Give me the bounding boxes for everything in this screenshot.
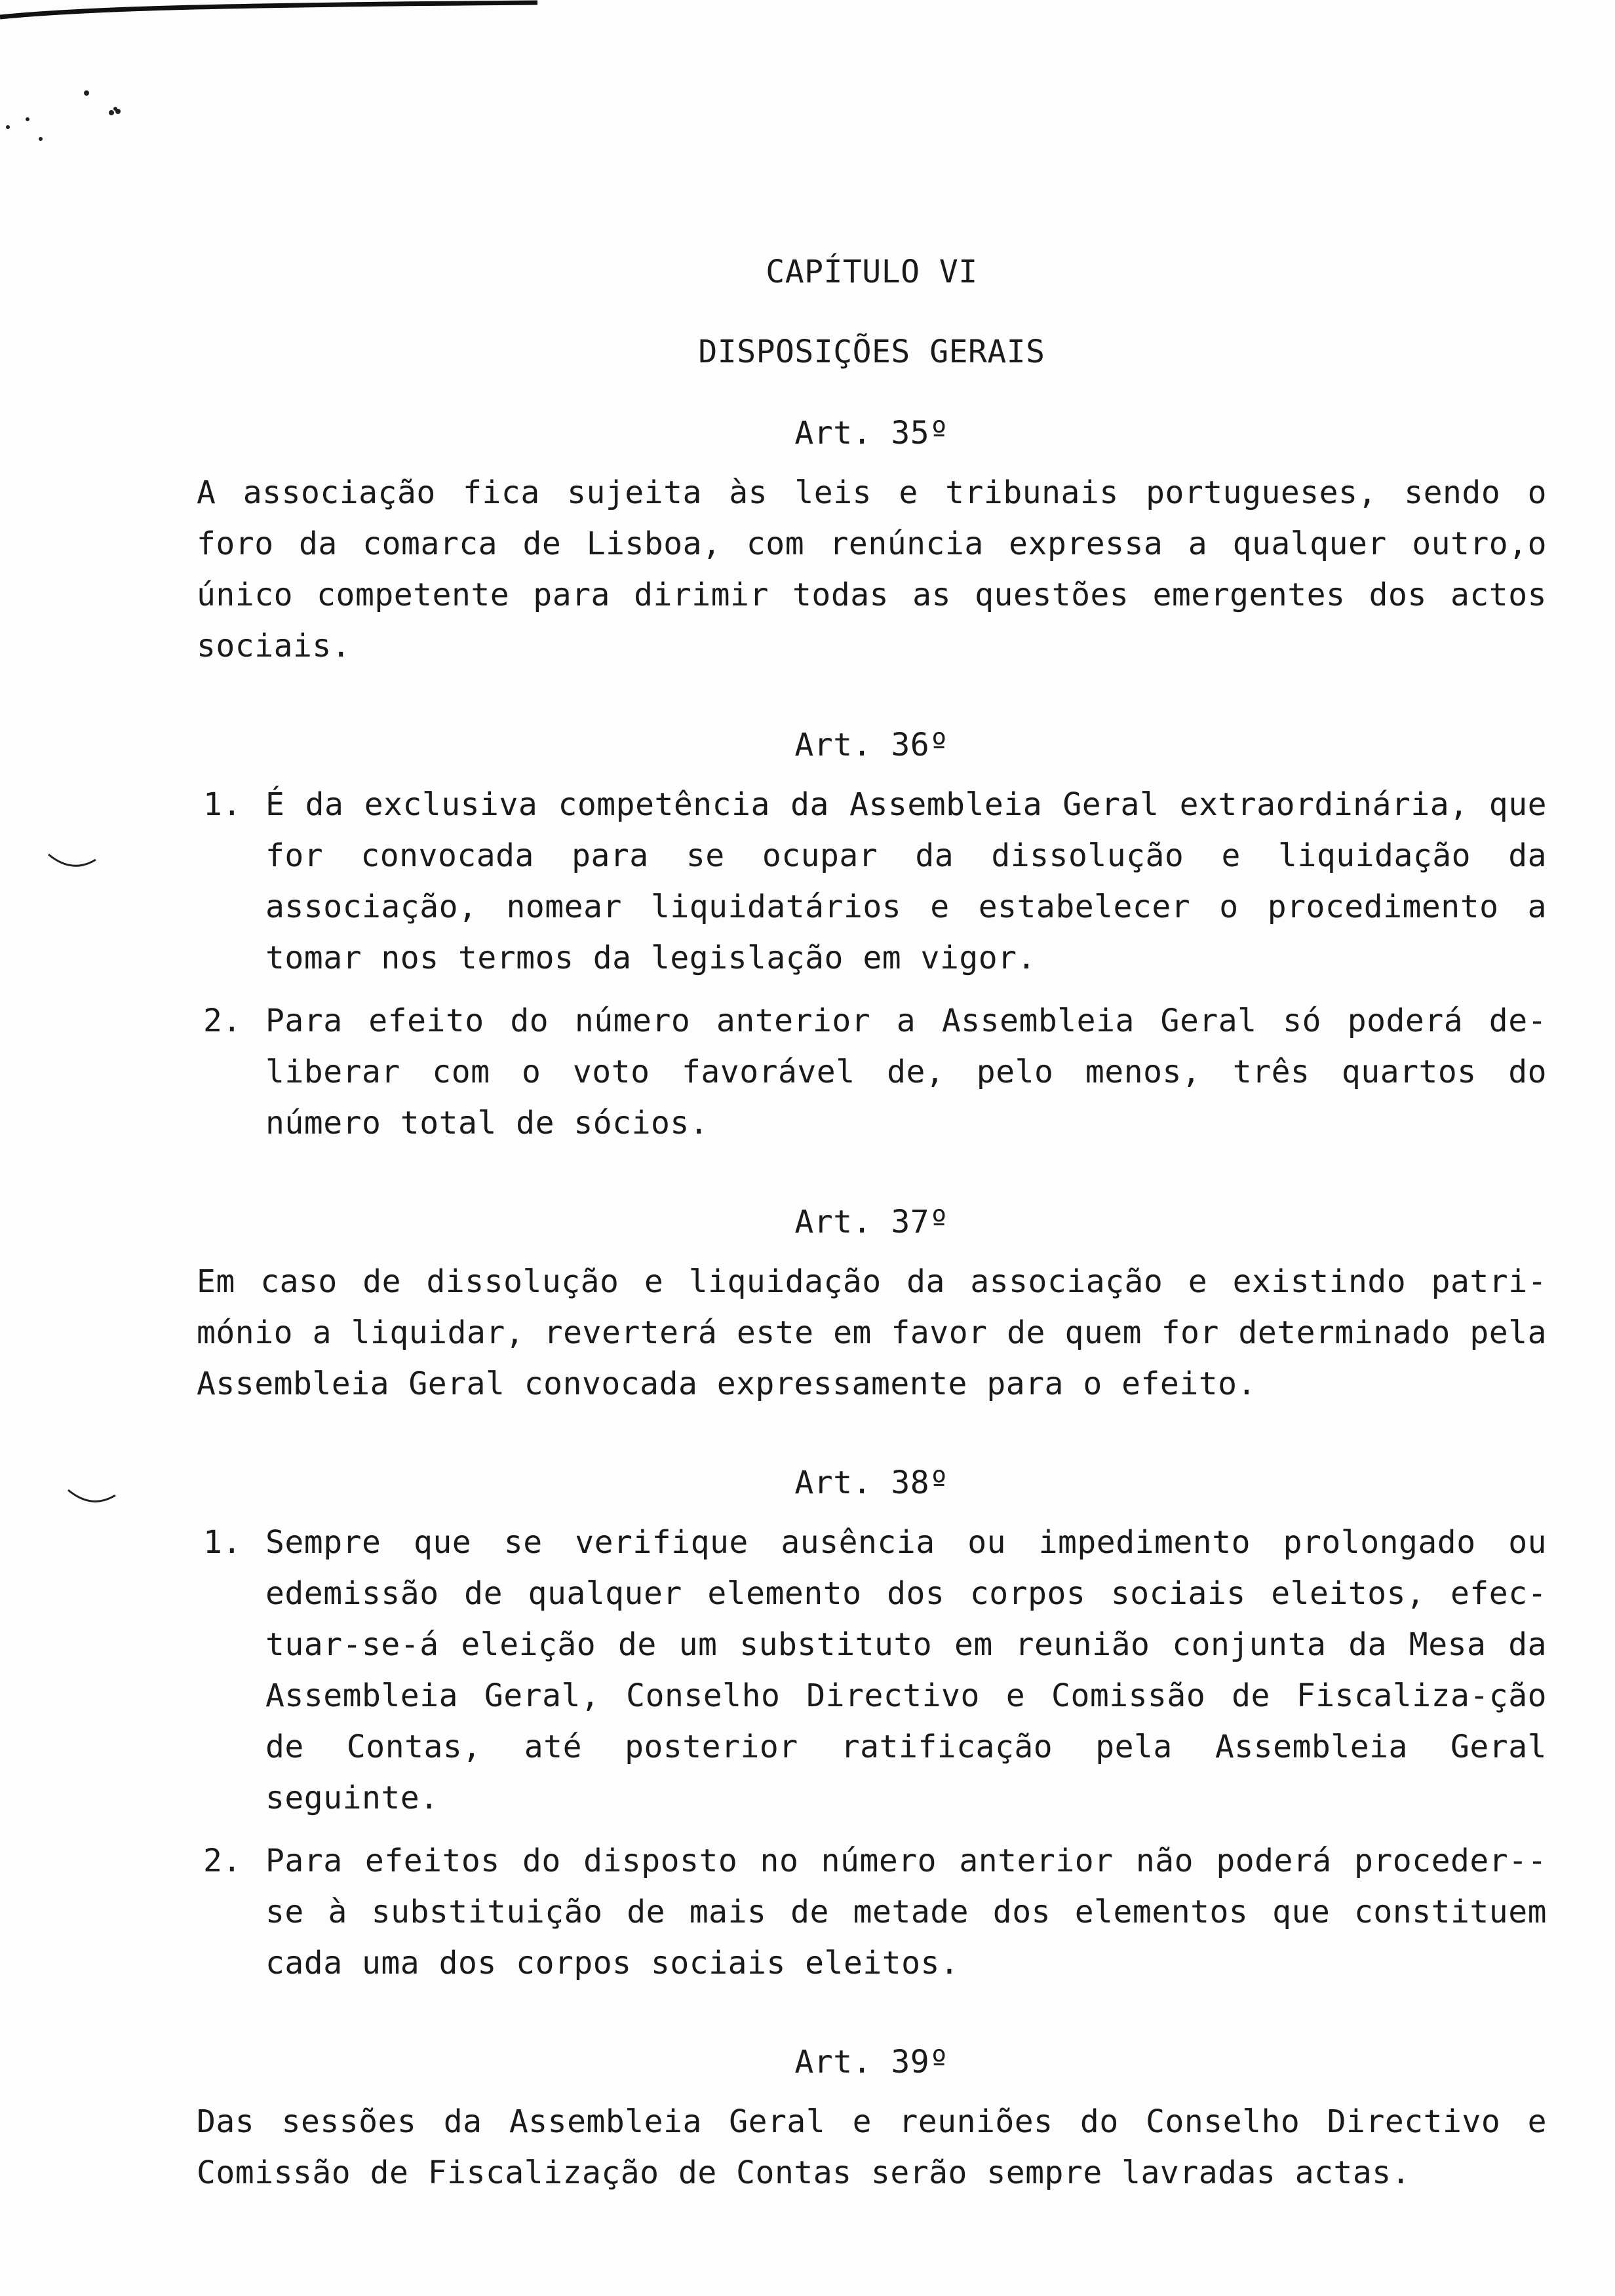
article-title: Art. 38º [794,1464,949,1501]
section-title: DISPOSIÇÕES GERAIS [698,334,1045,370]
scan-specks [0,79,157,151]
list-item [197,995,1547,1149]
article-item-list [197,1517,1547,1989]
item-text: Para efeito do número anterior a Assembleia Geral só poderá de-liberar com o voto favorável de, pelo menos, três quartos do número total de sócios. [265,1003,1547,1141]
item-text: Sempre que se verifique ausência ou impedimento prolongado ou edemissão de qualquer elemento dos corpos sociais eleitos, efec-tuar-se-á eleição de um substituto em reunião conjunta da Mesa da Assembleia Geral, Conselho Directivo e Comissão de Fiscaliza-ção de Contas, até posterior ratificação pela Assembleia Geral seguinte. [265,1524,1547,1816]
scan-edge-mark [0,0,537,20]
list-item [197,1517,1547,1824]
item-number: 1. [203,1524,242,1561]
list-item [197,1835,1547,1989]
item-text: É da exclusiva competência da Assembleia Geral extraordinária, que for convocada para se ocupar da dissolução e liquidação da associação, nomear liquidatários e estabelecer o procedimento a tomar nos termos da legislação em vigor. [265,786,1547,976]
article-title: Art. 39º [794,2044,949,2080]
article-title: Art. 36º [794,727,949,763]
chapter-heading: CAPÍTULO VI [766,254,978,290]
margin-pen-mark [66,1487,125,1507]
item-text: Para efeitos do disposto no número anterior não poderá proceder--se à substituição de mais de metade dos elementos que constituem cada uma dos corpos sociais eleitos. [265,1843,1547,1981]
article-paragraph: A associação fica sujeita às leis e tribunais portugueses, sendo o foro da comarca de Lisboa, com renúncia expressa a qualquer outro,o único competente para dirimir todas as questões emergentes dos actos sociais. [197,474,1547,664]
document-body [197,252,1547,2198]
margin-pen-mark [46,852,105,871]
item-number: 2. [203,1843,242,1879]
article-title: Art. 37º [794,1204,949,1240]
article-item-list [197,779,1547,1149]
article-paragraph: Em caso de dissolução e liquidação da associação e existindo patri-mónio a liquidar, reverterá este em favor de quem for determinado pela Assembleia Geral convocada expressamente para o efeito. [197,1263,1547,1402]
article-title: Art. 35º [794,415,949,451]
item-number: 2. [203,1003,242,1039]
article-paragraph: Das sessões da Assembleia Geral e reuniões do Conselho Directivo e Comissão de Fiscalização de Contas serão sempre lavradas actas. [197,2103,1547,2191]
item-number: 1. [203,786,242,823]
list-item [197,779,1547,984]
